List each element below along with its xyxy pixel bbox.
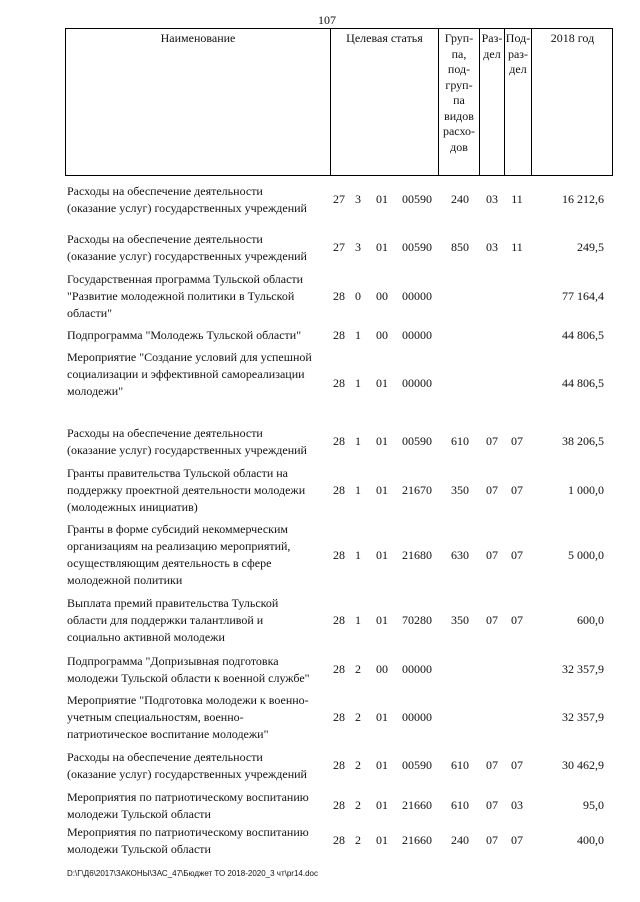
section: 07: [486, 483, 498, 497]
target-code-4: 00000: [402, 662, 432, 676]
row-name: Расходы на обеспечение деятельности (оказание услуг) государственных учреждений: [67, 426, 307, 457]
target-code-1: 28: [333, 798, 345, 812]
amount-2018: 95,0: [583, 798, 604, 812]
target-code-2: 1: [355, 328, 361, 342]
row-name: Подпрограмма "Молодежь Тульской области": [67, 328, 302, 342]
target-code-1: 28: [333, 710, 345, 724]
target-code-4: 00590: [402, 434, 432, 448]
header-group: Груп- па, под- груп- па видов расхо- дов: [442, 31, 476, 154]
row-name: Расходы на обеспечение деятельности (оказание услуг) государственных учреждений: [67, 184, 307, 215]
section: 07: [486, 758, 498, 772]
target-code-2: 2: [355, 798, 361, 812]
header-name: Наименование: [160, 31, 236, 45]
amount-2018: 400,0: [577, 833, 604, 847]
target-code-1: 28: [333, 328, 345, 342]
row-values: [0, 832, 640, 849]
target-code-1: 27: [333, 192, 345, 206]
expense-group: 610: [451, 798, 469, 812]
amount-2018: 1 000,0: [568, 483, 604, 497]
target-code-3: 01: [376, 192, 388, 206]
page-number: 107: [318, 13, 336, 27]
amount-2018: 32 357,9: [562, 662, 604, 676]
header-year: 2018 год: [550, 31, 595, 45]
target-code-1: 28: [333, 289, 345, 303]
target-code-4: 00000: [402, 710, 432, 724]
amount-2018: 32 357,9: [562, 710, 604, 724]
row-values: [0, 375, 640, 392]
section: 07: [486, 434, 498, 448]
target-code-3: 01: [376, 434, 388, 448]
amount-2018: 16 212,6: [562, 192, 604, 206]
target-code-1: 28: [333, 833, 345, 847]
section: 07: [486, 833, 498, 847]
target-code-2: 2: [355, 758, 361, 772]
target-code-2: 3: [355, 192, 361, 206]
subsection: 07: [511, 758, 523, 772]
subsection: 03: [511, 798, 523, 812]
target-code-2: 3: [355, 240, 361, 254]
row-name: Государственная программа Тульской области "Развитие молодежной политики в Тульской области": [67, 272, 304, 320]
target-code-4: 21680: [402, 548, 432, 562]
row-values: [0, 612, 640, 629]
subsection: 11: [511, 192, 523, 206]
amount-2018: 44 806,5: [562, 328, 604, 342]
target-code-2: 2: [355, 833, 361, 847]
target-code-2: 1: [355, 434, 361, 448]
amount-2018: 600,0: [577, 613, 604, 627]
target-code-4: 00590: [402, 192, 432, 206]
table-header: [65, 28, 613, 176]
row-values: [0, 661, 640, 678]
target-code-1: 28: [333, 662, 345, 676]
target-code-1: 28: [333, 483, 345, 497]
row-name: Мероприятие "Создание условий для успешной социализации и эффективной самореализации молодежи": [67, 350, 312, 398]
target-code-4: 21660: [402, 798, 432, 812]
expense-group: 610: [451, 758, 469, 772]
target-code-2: 1: [355, 483, 361, 497]
section: 03: [486, 192, 498, 206]
target-code-3: 00: [376, 328, 388, 342]
expense-group: 850: [451, 240, 469, 254]
row-values: [0, 239, 640, 256]
subsection: 07: [511, 434, 523, 448]
target-code-2: 2: [355, 710, 361, 724]
target-code-2: 1: [355, 548, 361, 562]
section: 03: [486, 240, 498, 254]
amount-2018: 44 806,5: [562, 376, 604, 390]
row-name: Мероприятия по патриотическому воспитанию молодежи Тульской области: [67, 790, 309, 821]
target-code-4: 00000: [402, 328, 432, 342]
expense-group: 610: [451, 434, 469, 448]
amount-2018: 249,5: [577, 240, 604, 254]
target-code-1: 28: [333, 376, 345, 390]
target-code-2: 0: [355, 289, 361, 303]
subsection: 07: [511, 613, 523, 627]
row-name: Расходы на обеспечение деятельности (оказание услуг) государственных учреждений: [67, 232, 307, 263]
row-name: Подпрограмма "Допризывная подготовка молодежи Тульской области к военной службе": [67, 654, 310, 685]
target-code-3: 01: [376, 833, 388, 847]
section: 07: [486, 798, 498, 812]
row-values: [0, 482, 640, 499]
row-name: Мероприятие "Подготовка молодежи к военно- учетным специальностям, военно- патриотическое воспитание молодежи": [67, 693, 309, 741]
amount-2018: 30 462,9: [562, 758, 604, 772]
section: 07: [486, 613, 498, 627]
target-code-3: 01: [376, 548, 388, 562]
target-code-2: 1: [355, 376, 361, 390]
subsection: 07: [511, 548, 523, 562]
row-name: Мероприятия по патриотическому воспитанию молодежи Тульской области: [67, 825, 309, 856]
row-values: [0, 547, 640, 564]
expense-group: 240: [451, 833, 469, 847]
target-code-3: 01: [376, 240, 388, 254]
row-values: [0, 709, 640, 726]
section: 07: [486, 548, 498, 562]
target-code-4: 00000: [402, 289, 432, 303]
target-code-3: 01: [376, 710, 388, 724]
subsection: 07: [511, 833, 523, 847]
row-name: Расходы на обеспечение деятельности (оказание услуг) государственных учреждений: [67, 750, 307, 781]
subsection: 07: [511, 483, 523, 497]
target-code-4: 00590: [402, 240, 432, 254]
row-name: Гранты правительства Тульской области на поддержку проектной деятельности молодежи (молодежных инициатив): [67, 466, 306, 514]
target-code-2: 1: [355, 613, 361, 627]
amount-2018: 5 000,0: [568, 548, 604, 562]
expense-group: 630: [451, 548, 469, 562]
file-path-footer: D:\Г\Д6\2017\ЗАКОНЫ\ЗАС_47\Бюджет ТО 2018-2020_3 чт\pr14.doc: [67, 869, 318, 878]
expense-group: 240: [451, 192, 469, 206]
target-code-4: 00000: [402, 376, 432, 390]
target-code-2: 2: [355, 662, 361, 676]
target-code-4: 00590: [402, 758, 432, 772]
target-code-1: 28: [333, 548, 345, 562]
row-name: Выплата премий правительства Тульской области для поддержки талантливой и социально активной молодежи: [67, 596, 279, 644]
expense-group: 350: [451, 613, 469, 627]
target-code-3: 01: [376, 376, 388, 390]
target-code-3: 00: [376, 662, 388, 676]
header-target: Целевая статья: [346, 31, 423, 45]
row-name: Гранты в форме субсидий некоммерческим организациям на реализацию мероприятий, осуществляющим деятельность в сфере молодежной политики: [67, 522, 291, 587]
target-code-3: 01: [376, 758, 388, 772]
amount-2018: 77 164,4: [562, 289, 604, 303]
header-divider: [330, 29, 331, 175]
target-code-3: 01: [376, 613, 388, 627]
row-values: [0, 288, 640, 305]
row-values: [0, 433, 640, 450]
target-code-3: 01: [376, 483, 388, 497]
target-code-4: 21670: [402, 483, 432, 497]
row-values: [0, 327, 640, 344]
target-code-1: 28: [333, 613, 345, 627]
target-code-1: 27: [333, 240, 345, 254]
target-code-3: 00: [376, 289, 388, 303]
target-code-1: 28: [333, 434, 345, 448]
subsection: 11: [511, 240, 523, 254]
row-values: [0, 191, 640, 208]
row-values: [0, 757, 640, 774]
amount-2018: 38 206,5: [562, 434, 604, 448]
header-section: Раз- дел: [481, 31, 503, 61]
header-divider: [531, 29, 532, 175]
target-code-3: 01: [376, 798, 388, 812]
row-values: [0, 797, 640, 814]
target-code-1: 28: [333, 758, 345, 772]
target-code-4: 21660: [402, 833, 432, 847]
target-code-4: 70280: [402, 613, 432, 627]
header-subsection: Под- раз- дел: [505, 31, 531, 76]
expense-group: 350: [451, 483, 469, 497]
